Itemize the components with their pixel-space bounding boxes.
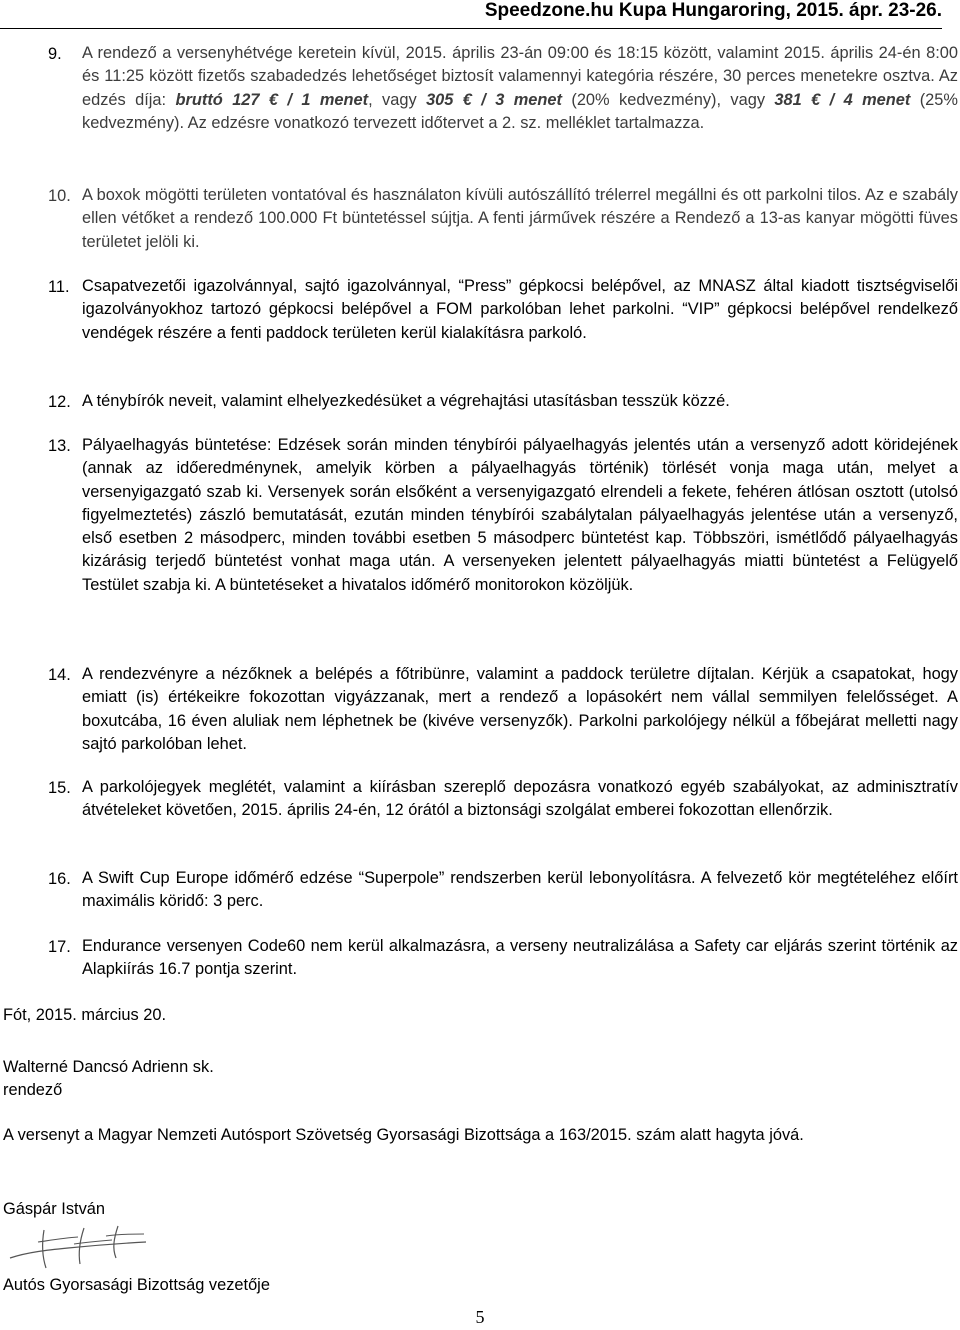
rule-item-15: [48, 776, 958, 823]
price-2: 305 € / 3 menet: [426, 90, 562, 109]
item-number: 17.: [48, 938, 71, 956]
item-text: A rendező a versenyhétvége keretein kívül, 2015. április 23-án 09:00 és 18:15 között, valamint 2015. április 24-én 8:00 és 11:25 között fizetős szabadedzés lehetőséget biztosít valamennyi kategória részére, 30 perces menetekre osztva. Az edzés díja: bruttó 127 € / 1 menet, vagy 305 € / 3 menet (20% kedvezmény), vagy 381 € / 4 menet (25% kedvezmény). Az edzésre vonatkozó tervezett időtervet a 2. sz. melléklet tartalmazza.: [82, 44, 958, 132]
item-text: A boxok mögötti területen vontatóval és használaton kívüli autószállító trélerrel megállni és ott parkolni tilos. Az e szabály ellen vétőket a rendező 100.000 Ft büntetéssel sújtja. A fenti járművek részére a Rendező a 13-as kanyar mögötti füves területet jelöli ki.: [82, 186, 958, 251]
item-number: 16.: [48, 870, 71, 888]
rule-item-16: [48, 867, 958, 914]
item-text: A parkolójegyek meglétét, valamint a kiírásban szereplő depozásra vonatkozó egyéb szabályokat, az adminisztratív átvételeket követően, 2015. április 24-én, 12 órától a biztonsági szolgálat emberei fokozottan ellenőrzik.: [82, 778, 958, 820]
item-number: 11.: [48, 278, 70, 296]
rule-item-12: [48, 390, 958, 413]
rule-item-14: [48, 663, 958, 756]
rule-item-13: [48, 434, 958, 597]
item-number: 14.: [48, 666, 71, 684]
approval-statement: A versenyt a Magyar Nemzeti Autósport Szövetség Gyorsasági Bizottsága a 163/2015. szám alatt hagyta jóvá.: [3, 1126, 804, 1144]
item-number: 9.: [48, 45, 62, 63]
rule-item-9: [48, 42, 958, 135]
item-text: A ténybírók neveit, valamint elhelyezkedésüket a végrehajtási utasításban tesszük közzé.: [82, 392, 730, 410]
item-text: A rendezvényre a nézőknek a belépés a főtribünre, valamint a paddock területre díjtalan. Kérjük a csapatokat, hogy emiatt (is) értékeikre fokozottan vigyázzanak, mert a rendező a lopásokért nem vállal semmilyen felelősséget. A boxutcába, 16 éven aluliak nem léphetnek be (kivéve versenyzők). Parkolni parkolójegy nélkül a főbejárat melletti nagy sajtó parkolóban lehet.: [82, 665, 958, 753]
rule-item-11: [48, 275, 958, 345]
page-number: 5: [475, 1307, 485, 1327]
rule-item-10: [48, 184, 958, 254]
item-number: 12.: [48, 393, 71, 411]
item-text: A Swift Cup Europe időmérő edzése “Superpole” rendszerben kerül lebonyolításra. A felvezető kör megtételéhez előírt maximális köridő: 3 perc.: [82, 869, 958, 911]
place-date: Fót, 2015. március 20.: [3, 1006, 167, 1024]
handwritten-signature: [8, 1222, 148, 1272]
item-text: Csapatvezetői igazolvánnyal, sajtó igazolvánnyal, “Press” gépkocsi belépővel, az MNASZ által kiadott tisztségviselői igazolványokhoz tartozó gépkocsi belépővel a FOM parkolóban lehet parkolni. “VIP” gépkocsi belépővel rendelkező vendégek részére a fenti paddock területen kerül kialakításra parkoló.: [82, 277, 958, 342]
item-text: Pályaelhagyás büntetése: Edzések során minden ténybírói pályaelhagyás jelentés után a versenyző adott köridejének (annak az időeredménynek, amelyik körben a pályaelhagyás történik) törlését vonja maga után, melyet a versenyigazgató szab ki. Versenyek során elsőként a versenyigazgató elrendeli a fekete, fehéren átlósan osztott (utolsó figyelmeztetés) zászló bemutatását, ezután minden ténybírói szabálytalan pályaelhagyás jelentése után a versenyző, első esetben 2 másodperc, minden további esetben 5 másodperc büntetést kap. Többszöri, ismétlődő pályaelhagyás kizárásig terjedő büntetést vonhat maga után. A versenyeken jelentett pályaelhagyás miatti büntetést a Felügyelő Testület szabja ki. A büntetéseket a hivatalos időmérő monitorokon közöljük.: [82, 436, 958, 594]
signer-role: rendező: [3, 1081, 63, 1099]
approver-name: Gáspár István: [3, 1200, 106, 1218]
item-number: 15.: [48, 779, 71, 797]
item-number: 13.: [48, 437, 71, 455]
item-text: Endurance versenyen Code60 nem kerül alkalmazásra, a verseny neutralizálása a Safety car eljárás szerint történik az Alapkiírás 16.7 pontja szerint.: [82, 937, 958, 979]
approver-role: Autós Gyorsasági Bizottság vezetője: [3, 1276, 270, 1294]
page-header: Speedzone.hu Kupa Hungaroring, 2015. ápr. 23-26.: [0, 0, 942, 29]
item-number: 10.: [48, 187, 71, 205]
signer-name: Walterné Dancsó Adrienn sk.: [3, 1058, 214, 1076]
price-1: bruttó 127 € / 1 menet: [175, 90, 369, 109]
rule-item-17: [48, 935, 958, 982]
price-3: 381 € / 4 menet: [774, 90, 911, 109]
